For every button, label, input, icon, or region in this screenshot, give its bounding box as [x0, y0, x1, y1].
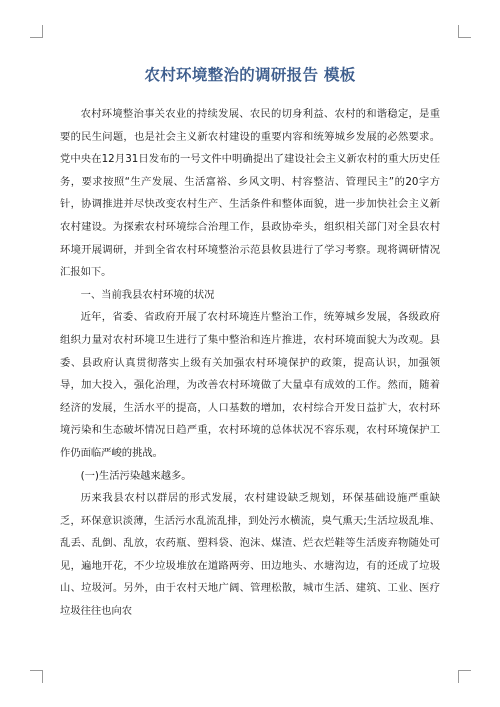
section-heading-1: 一、当前我县农村环境的状况	[80, 288, 215, 301]
document-body	[60, 103, 440, 623]
paragraph-status: 近年，省委、省政府开展了农村环境连片整治工作，统筹城乡发展，各级政府组织力量对农村环境卫生进行了集中整治和连片推进，农村环境面貌大为改观。县委、县政府认真贯彻落实上级有关加强农村环境保护的政策，提高认识，加强领导，加大投入，强化治理，为改善农村环境做了大量卓有成效的工作。然而，随着经济的发展，生活水平的提高，人口基数的增加，农村综合开发日益扩大，农村环境污染和生态破坏情况日趋严重，农村环境的总体状况不容乐观，农村环境保护工作仍面临严峻的挑战。	[60, 311, 440, 459]
crop-mark-bottom-left	[30, 670, 43, 683]
crop-mark-top-left	[30, 25, 43, 38]
paragraph-living-pollution: 历来我县农村以群居的形式发展，农村建设缺乏规划，环保基础设施严重缺乏，环保意识淡薄，生活污水乱流乱排，到处污水横流，臭气熏天;生活垃圾乱堆、乱丢、乱倒、乱放，农药瓶、塑料袋、泡沫、煤渣、烂衣烂鞋等生活废弃物随处可见，遍地开花，不少垃圾堆放在道路两旁、田边地头、水塘沟边，有的还成了垃圾山、垃圾河。另外，由于农村天地广阔、管理松散，城市生活、建筑、工业、医疗垃圾往往也向农	[60, 492, 440, 618]
paragraph-intro: 农村环境整治事关农业的持续发展、农民的切身利益、农村的和谐稳定，是重要的民生问题，也是社会主义新农村建设的重要内容和统筹城乡发展的必然要求。党中央在12月31日发布的一号文件中明确提出了建设社会主义新农村的重大历史任务，要求按照“生产发展、生活富裕、乡风文明、村容整洁、管理民主”的20字方针，协调推进并尽快改变农村生产、生活条件和整体面貌，进一步加快社会主义新农村建设。为探索农村环境综合治理工作，县政协牵头，组织相关部门对全县农村环境开展调研，并到全省农村环境整治示范县攸县进行了学习考察。现将调研情况汇报如下。	[60, 108, 440, 279]
document-title: 农村环境整治的调研报告 模板	[144, 66, 356, 84]
subsection-heading-1: (一)生活污染越来越多。	[80, 469, 192, 482]
crop-mark-bottom-right	[458, 670, 471, 683]
crop-mark-top-right	[458, 25, 471, 38]
